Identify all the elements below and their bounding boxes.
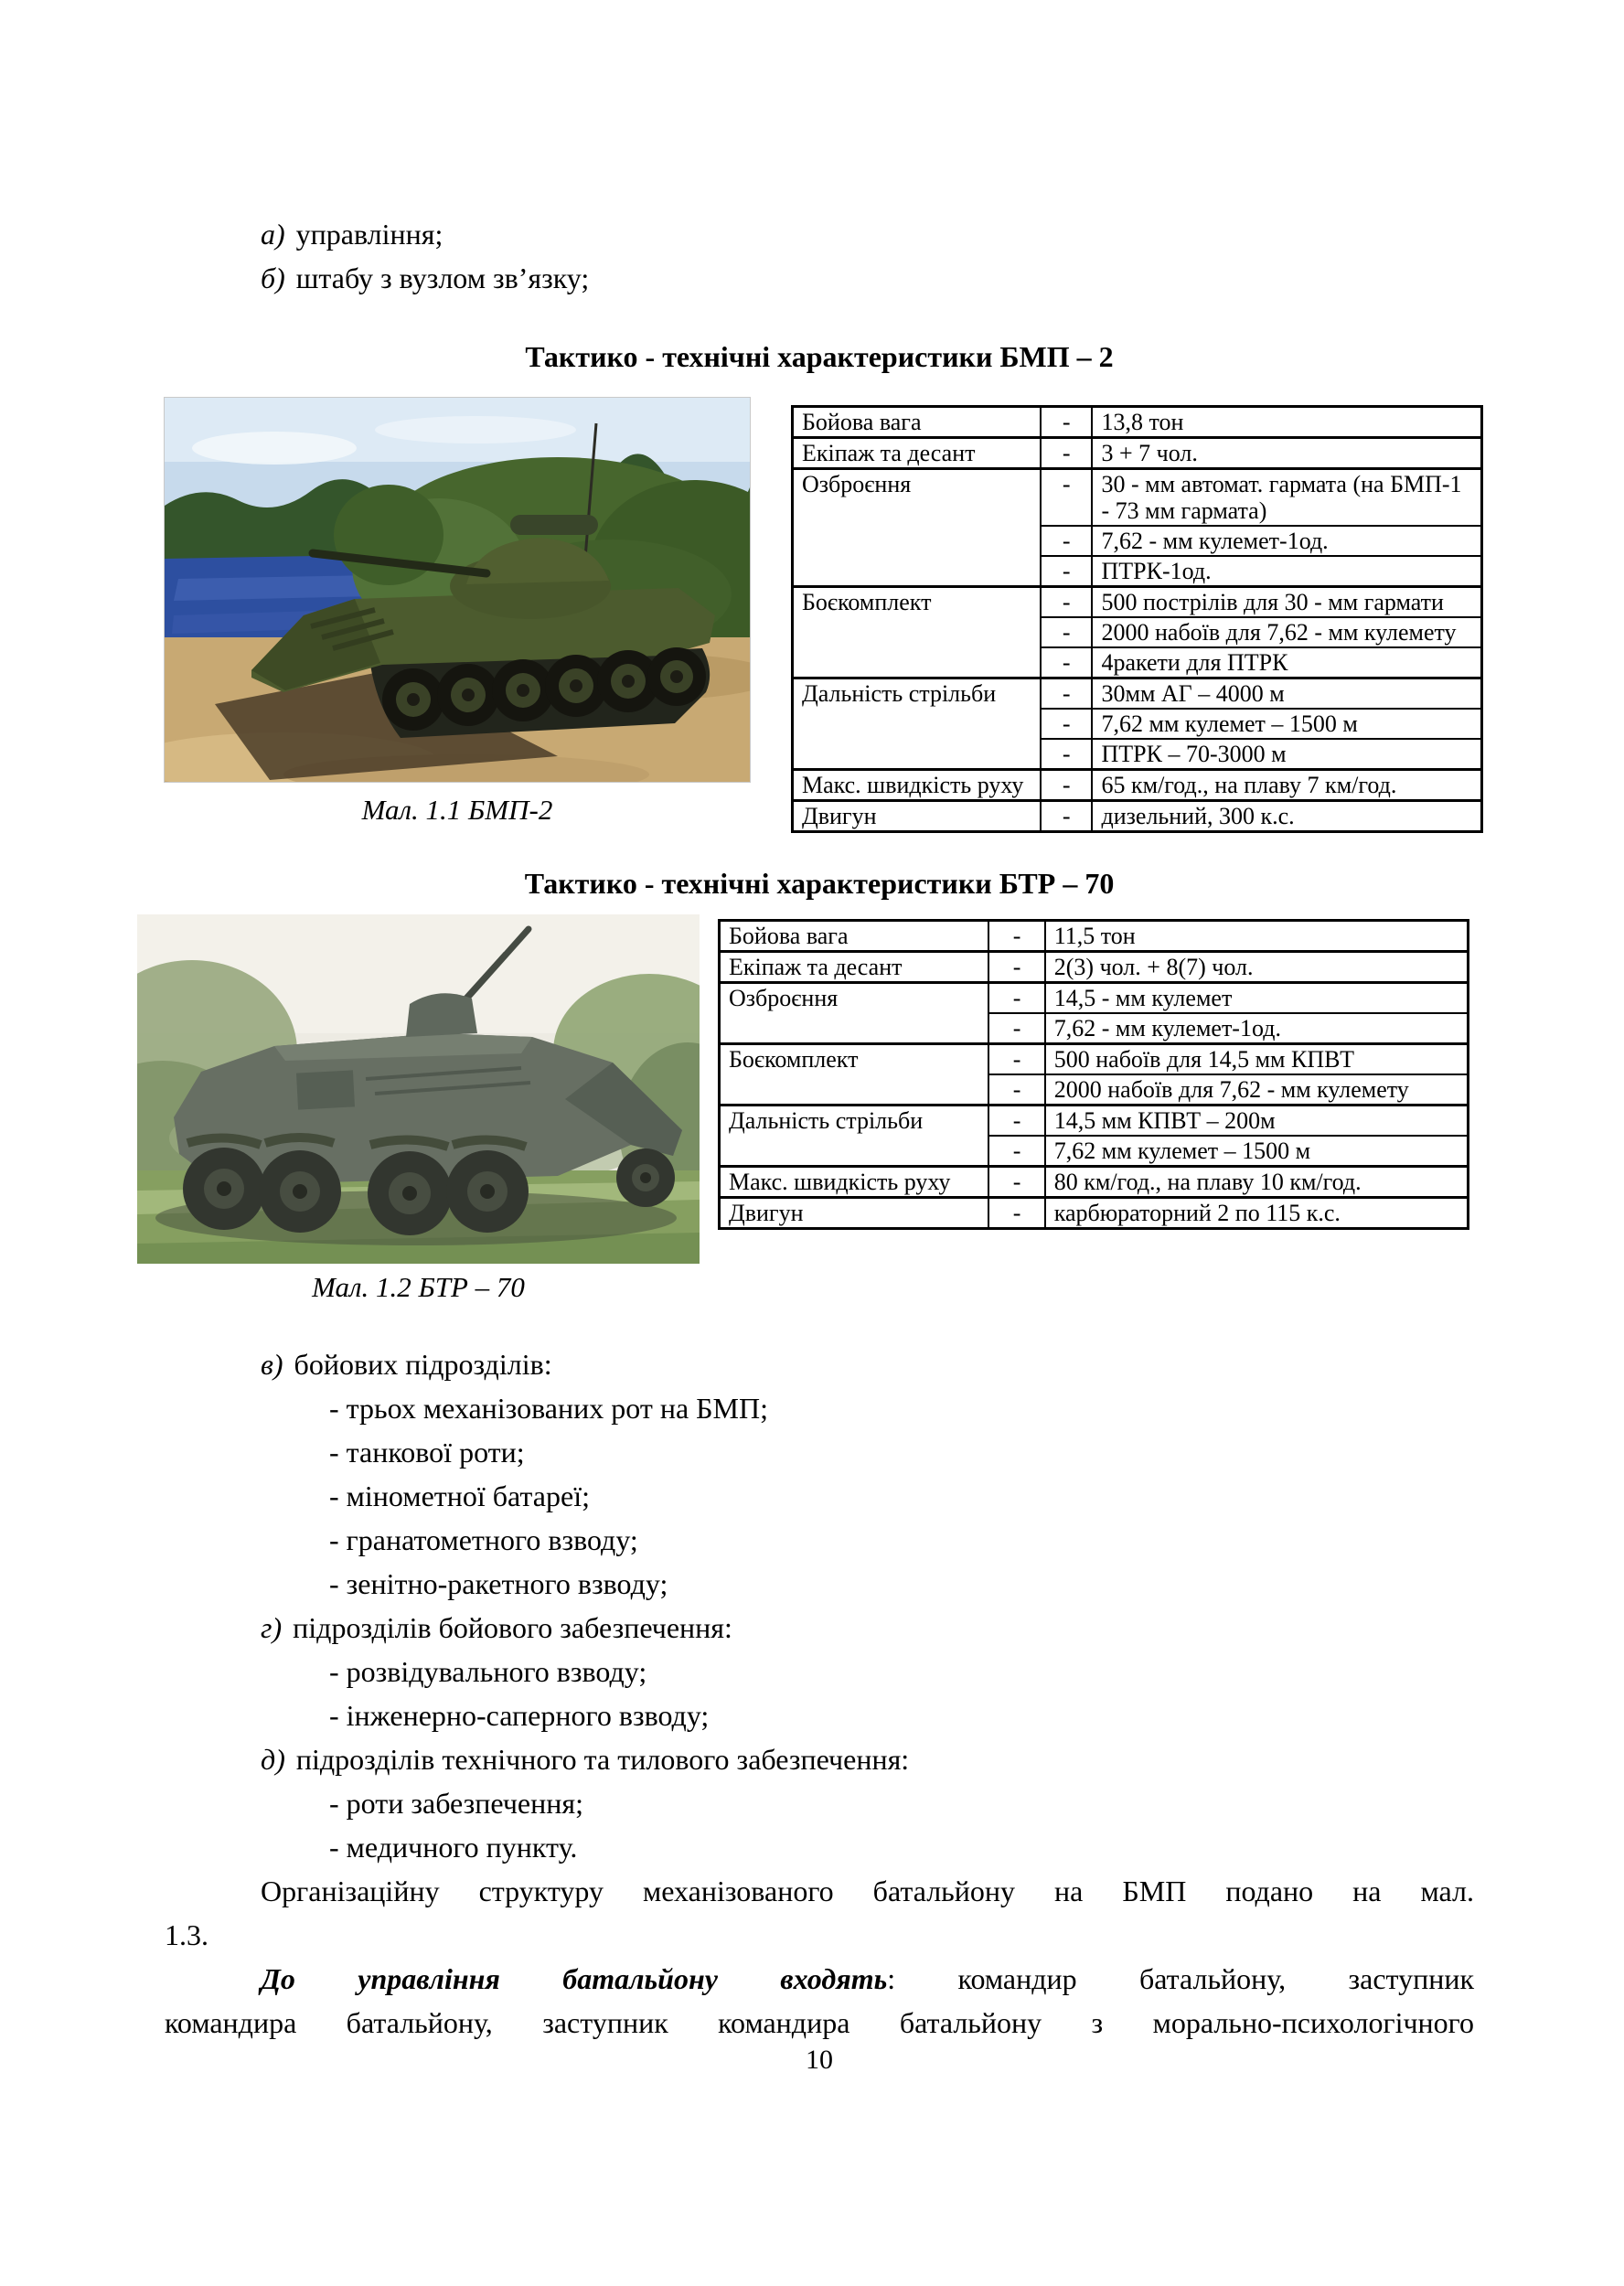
list-marker: б) [261, 262, 285, 294]
paragraph-line [165, 1957, 1474, 2001]
org-structure-list [165, 1342, 1474, 1869]
list-marker: а) [261, 218, 285, 251]
spec-dash-cell: - [1041, 709, 1093, 739]
intro-paragraphs [165, 212, 1474, 300]
spec-label-cell: Двигун [793, 801, 1041, 832]
spec-label-cell: Макс. швидкість руху [720, 1167, 989, 1198]
intro-line [165, 256, 1474, 300]
intro-line-text: штабу з вузлом зв’язку; [295, 262, 590, 294]
spec-value-cell: карбюраторний 2 по 115 к.с. [1045, 1198, 1469, 1229]
spec-row [720, 1198, 1469, 1229]
spec-value-cell: 2000 набоїв для 7,62 - мм кулемету [1092, 617, 1481, 647]
spec-label-cell: Макс. швидкість руху [793, 770, 1041, 801]
org-list-heading [165, 1737, 1474, 1781]
spec-value-cell: 7,62 мм кулемет – 1500 м [1092, 709, 1481, 739]
spec-dash-cell: - [1041, 526, 1093, 556]
org-sub-item: - танкової роти; [329, 1436, 525, 1469]
spec-value-cell: 500 набоїв для 14,5 мм КПВТ [1045, 1044, 1469, 1075]
intro-line [165, 212, 1474, 256]
spec-row [720, 1106, 1469, 1137]
spec-dash-cell: - [988, 1198, 1044, 1229]
paragraph-line: командира батальйону, заступник командира батальйону з морально-психологічного [165, 2006, 1474, 2039]
list-marker: д) [261, 1743, 285, 1776]
spec-dash-cell: - [1041, 678, 1093, 710]
spec-value-cell: 2000 набоїв для 7,62 - мм кулемету [1045, 1074, 1469, 1106]
spec-value-cell: 7,62 - мм кулемет-1од. [1045, 1013, 1469, 1044]
spec-dash-cell: - [988, 1167, 1044, 1198]
spec-label-cell: Дальність стрільби [793, 678, 1041, 770]
bmp2-section-title: Тактико - технічні характеристики БМП – 2 [525, 340, 1114, 373]
btr70-caption: Мал. 1.2 БТР – 70 [312, 1271, 525, 1303]
spec-dash-cell: - [1041, 556, 1093, 587]
bmp2-spec-table [791, 405, 1483, 833]
paragraph-text: : командир батальйону, заступник [887, 1962, 1475, 1995]
spec-value-cell: 11,5 тон [1045, 921, 1469, 952]
spec-value-cell: 3 + 7 чол. [1092, 438, 1481, 469]
spec-dash-cell: - [988, 921, 1044, 952]
spec-value-cell: дизельний, 300 к.с. [1092, 801, 1481, 832]
org-sub-item: - зенітно-ракетного взводу; [329, 1567, 668, 1600]
spec-value-cell: 65 км/год., на плаву 7 км/год. [1092, 770, 1481, 801]
list-marker: в) [261, 1348, 283, 1381]
spec-dash-cell: - [1041, 587, 1093, 618]
intro-line-text: управління; [295, 218, 443, 251]
page-number: 10 [806, 2045, 833, 2075]
spec-row [793, 678, 1482, 710]
spec-dash-cell: - [1041, 407, 1093, 438]
spec-row [793, 770, 1482, 801]
spec-value-cell: ПТРК – 70-3000 м [1092, 739, 1481, 770]
org-list-heading [165, 1342, 1474, 1386]
spec-value-cell: 7,62 - мм кулемет-1од. [1092, 526, 1481, 556]
spec-dash-cell: - [988, 1013, 1044, 1044]
paragraph-org-structure [165, 1869, 1474, 1957]
spec-dash-cell: - [1041, 801, 1093, 832]
spec-row [793, 407, 1482, 438]
org-sub-item: - роти забезпечення; [329, 1787, 583, 1820]
btr70-spec-table [718, 919, 1469, 1230]
spec-row [793, 438, 1482, 469]
spec-dash-cell: - [988, 1136, 1044, 1167]
spec-dash-cell: - [988, 1044, 1044, 1075]
spec-value-cell: 30 - мм автомат. гармата (на БМП-1 - 73 мм гармата) [1092, 469, 1481, 527]
spec-label-cell: Озброєння [720, 983, 989, 1044]
spec-dash-cell: - [988, 1106, 1044, 1137]
spec-row [793, 469, 1482, 527]
spec-value-cell: 13,8 тон [1092, 407, 1481, 438]
bmp2-photo [165, 398, 750, 782]
spec-value-cell: 4ракети для ПТРК [1092, 647, 1481, 678]
spec-value-cell: 80 км/год., на плаву 10 км/год. [1045, 1167, 1469, 1198]
spec-dash-cell: - [1041, 647, 1093, 678]
spec-value-cell: 14,5 - мм кулемет [1045, 983, 1469, 1014]
spec-value-cell: 14,5 мм КПВТ – 200м [1045, 1106, 1469, 1137]
bmp2-photo-illustration [165, 398, 750, 782]
org-heading-text: бойових підрозділів: [294, 1348, 552, 1381]
spec-label-cell: Дальність стрільби [720, 1106, 989, 1167]
spec-value-cell: 500 пострілів для 30 - мм гармати [1092, 587, 1481, 618]
paragraph-battalion-command [165, 1957, 1474, 2045]
org-heading-text: підрозділів технічного та тилового забезпечення: [295, 1743, 910, 1776]
spec-row [720, 983, 1469, 1014]
spec-label-cell: Екіпаж та десант [720, 952, 989, 983]
list-marker: г) [261, 1611, 283, 1644]
spec-row [720, 1167, 1469, 1198]
spec-dash-cell: - [988, 1074, 1044, 1106]
spec-label-cell: Бойова вага [793, 407, 1041, 438]
spec-dash-cell: - [988, 983, 1044, 1014]
btr70-photo [137, 914, 700, 1264]
spec-value-cell: ПТРК-1од. [1092, 556, 1481, 587]
spec-dash-cell: - [1041, 438, 1093, 469]
spec-row [793, 801, 1482, 832]
org-sub-item: - гранатометного взводу; [329, 1523, 638, 1556]
spec-dash-cell: - [1041, 739, 1093, 770]
spec-value-cell: 2(3) чол. + 8(7) чол. [1045, 952, 1469, 983]
spec-dash-cell: - [1041, 617, 1093, 647]
org-sub-item: - розвідувального взводу; [329, 1655, 647, 1688]
spec-row [720, 1044, 1469, 1075]
spec-label-cell: Двигун [720, 1198, 989, 1229]
spec-value-cell: 7,62 мм кулемет – 1500 м [1045, 1136, 1469, 1167]
org-list-heading [165, 1606, 1474, 1650]
org-heading-text: підрозділів бойового забезпечення: [293, 1611, 732, 1644]
spec-label-cell: Бойова вага [720, 921, 989, 952]
spec-dash-cell: - [1041, 469, 1093, 527]
spec-row [720, 952, 1469, 983]
spec-label-cell: Боєкомплект [793, 587, 1041, 678]
spec-label-cell: Екіпаж та десант [793, 438, 1041, 469]
bmp2-caption: Мал. 1.1 БМП-2 [361, 794, 553, 826]
spec-label-cell: Боєкомплект [720, 1044, 989, 1106]
org-sub-item: - медичного пункту. [329, 1831, 578, 1864]
spec-label-cell: Озброєння [793, 469, 1041, 587]
btr70-section-title: Тактико - технічні характеристики БТР – 70 [524, 867, 1115, 900]
org-sub-item: - трьох механізованих рот на БМП; [329, 1392, 768, 1425]
paragraph-line: Організаційну структуру механізованого батальйону на БМП подано на мал. [261, 1875, 1474, 1907]
spec-row [720, 921, 1469, 952]
photo-wash [137, 914, 700, 1264]
btr70-photo-illustration [137, 914, 700, 1264]
org-sub-item: - мінометної батареї; [329, 1479, 590, 1512]
spec-dash-cell: - [988, 952, 1044, 983]
spec-dash-cell: - [1041, 770, 1093, 801]
spec-row [793, 587, 1482, 618]
spec-value-cell: 30мм АГ – 4000 м [1092, 678, 1481, 710]
lead-phrase: До управління батальйону входять [261, 1962, 888, 1995]
org-sub-item: - інженерно-саперного взводу; [329, 1699, 710, 1732]
paragraph-line: 1.3. [165, 1918, 208, 1951]
